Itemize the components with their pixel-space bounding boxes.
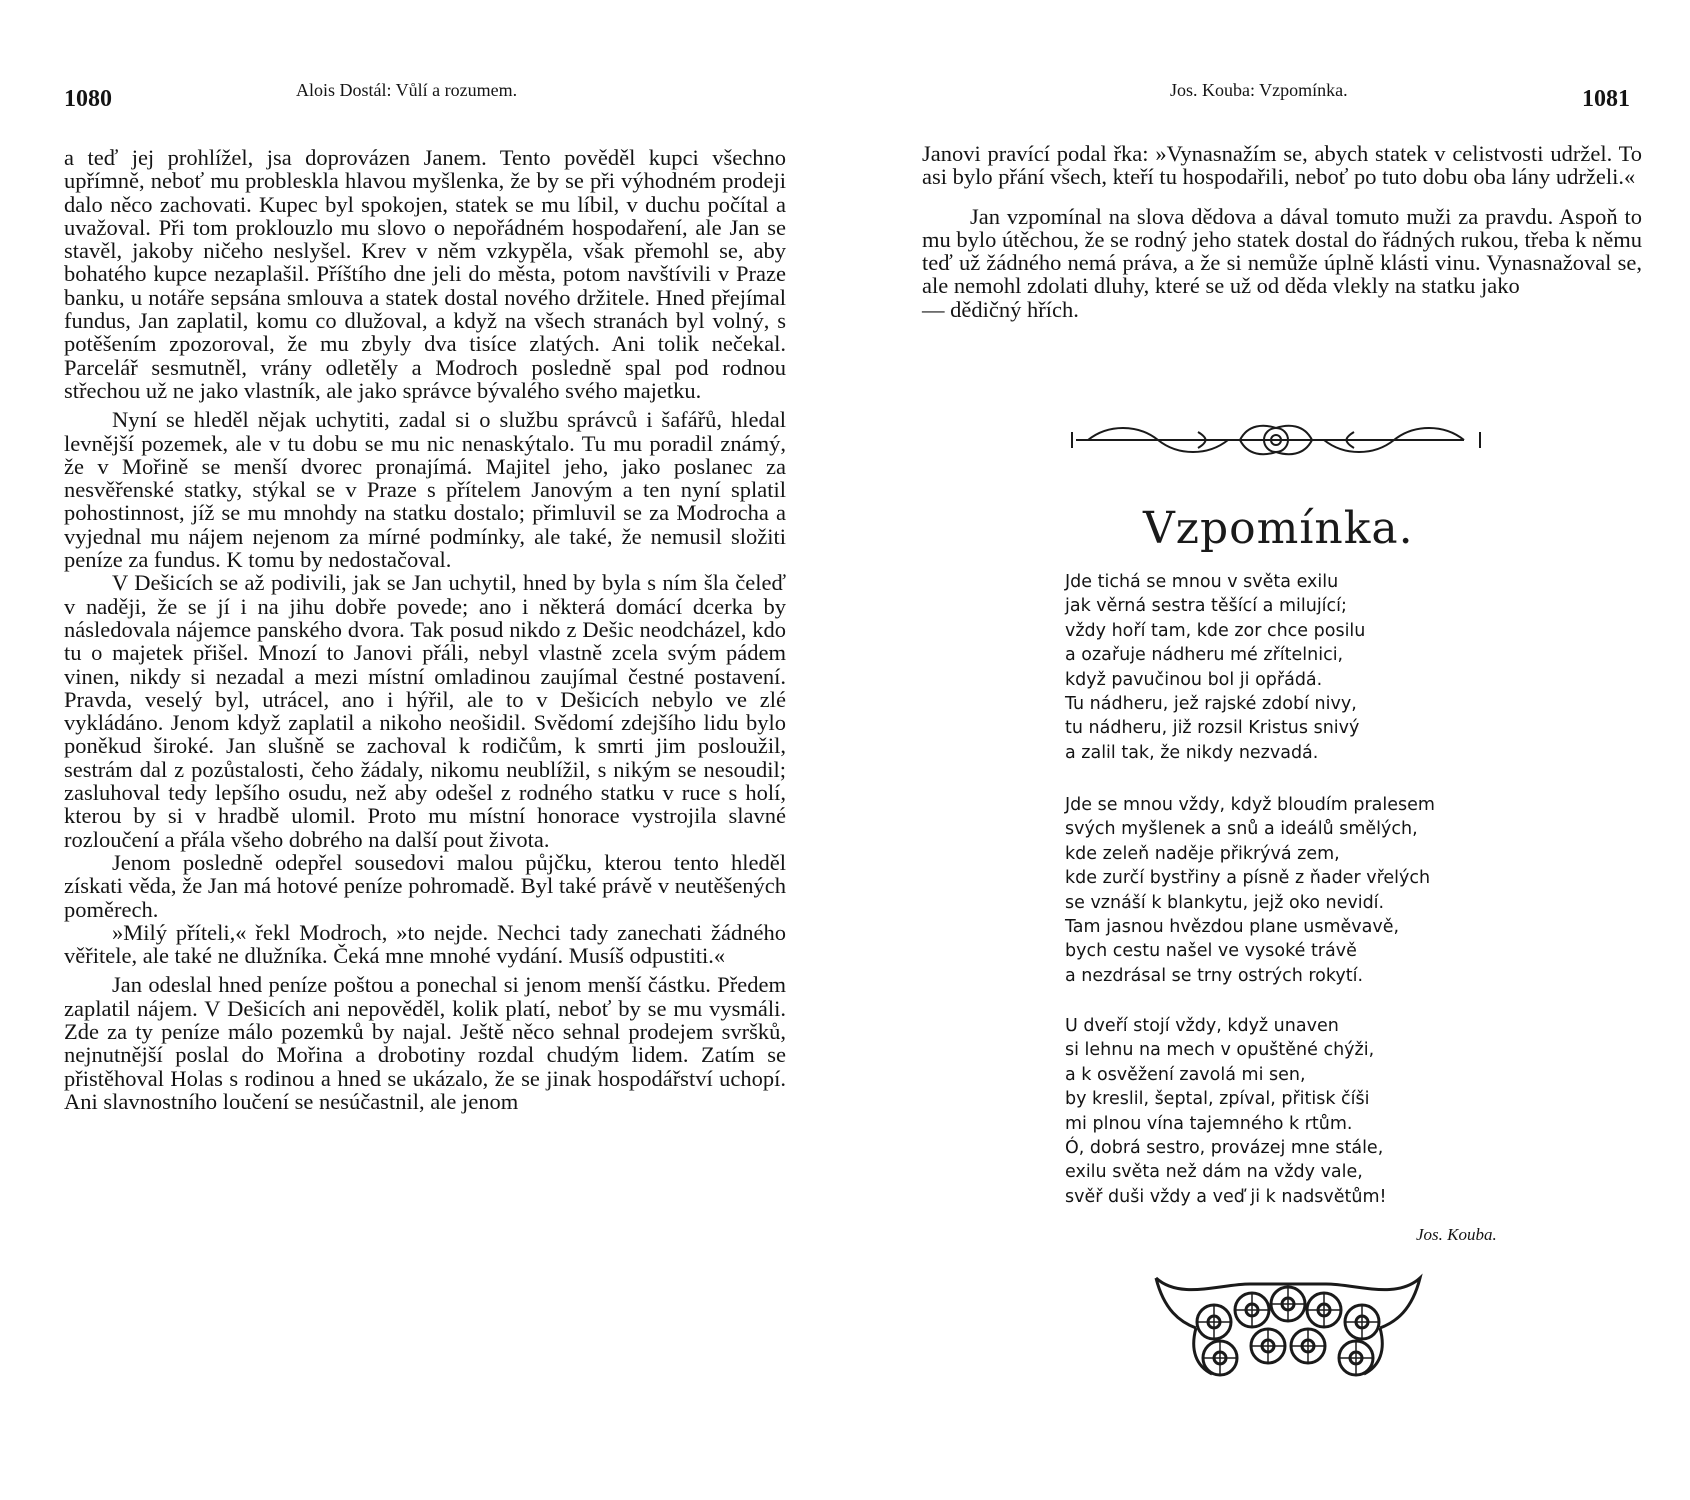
poem-line: svěř duši vždy a veď ji k nadsvětům! [1065,1186,1387,1207]
right-text-column [922,142,1642,321]
poem-line: Jde se mnou vždy, když bloudím pralesem [1065,795,1435,815]
paragraph: — dědičný hřích. [922,296,1079,322]
paragraph: Jenom posledně odepřel sousedovi malou půjčku, kterou tento hleděl získati věda, že Jan má hotové peníze pohromadě. Byl také právě v neutěšených poměrech. [64,849,786,922]
paragraph: Janovi pravící podal řka: »Vynasnažím se, abych statek v celistvosti udržel. To asi bylo přání všech, kteří tu hospodařili, neboť po tuto dobu oba lány udrželi.« [922,141,1642,190]
poem-line: kde zeleň naděje přikrývá zem, [1065,843,1340,864]
poem-line: U dveří stojí vždy, když unaven [1065,1016,1339,1036]
poem-line: vždy hoří tam, kde zor chce posilu [1065,620,1366,641]
poem-line: mi plnou vína tajemného k rtům. [1065,1113,1353,1134]
paragraph: »Milý příteli,« řekl Modroch, »to nejde. Nechci tady zanechati žádného věřitele, ale také ne dlužníka. Čeká mne mnohé vydání. Musíš odpustiti.« [64,919,786,969]
running-head-right: Jos. Kouba: Vzpomínka. [1170,80,1348,100]
poem-line: a nezdrásal se trny ostrých rokytí. [1065,965,1364,986]
poem-stanza-1 [1065,570,1365,765]
poem-line: jak věrná sestra těšící a milující; [1065,596,1347,617]
poem-line: Jde tichá se mnou v světa exilu [1065,572,1339,592]
paragraph: V Dešicích se až podivili, jak se Jan uchytil, hned by byla s ním šla čeleď v naději, že se jí i na jihu dobře povede; ano i některá domácí dcerka by následovala nájemce panského dvora. Tak posud nikdo z Dešic neodcházel, kdo tu o majetek přišel. Mnozí to Janovi přáli, nebyl vlastně zcela svým pádem vinen, nikdy si nezadal a mezi místní omladinou zaujímal čestné postavení. Pravda, veselý byl, utrácel, ano i hýřil, ale to v Dešicích nebylo ve zlé vykládáno. Jenom když zaplatil a nikoho neošidil. Svědomí zdejšího lidu bylo poněkud široké. Jan slušně se zachoval k rodičům, k smrti jim posloužil, sestrám dal z pozůstalosti, čeho žádaly, nikomu neublížil, s nikým se nesoudil; zasluhoval tedy lepšího osudu, než aby odešel z rodného statku v ruce s holí, kterou by si v hradbě ulomil. Proto mu místní honorace vystrojila slavné rozloučení a přála všeho dobrého na další pout života. [64,570,786,852]
poem-line: Ó, dobrá sestro, provázej mne stále, [1065,1138,1384,1159]
poem-title: Vzpomínka. [1143,503,1414,554]
poem-stanza-2 [1065,793,1435,988]
poem-line: by kreslil, šeptal, zpíval, přitisk číši [1065,1089,1370,1110]
poem-line: Tam jasnou hvězdou plane usměvavě, [1065,917,1400,938]
scroll-flourish-ornament-icon [1068,418,1484,462]
paragraph: Nyní se hleděl nějak uchytiti, zadal si o službu správců i šafářů, hledal levnější pozemek, ale v tu dobu se mu nic nenaskýtalo. Tu mu poradil známý, že v Mořině se menší dvorec pronajímá. Majitel jeho, jako poslanec za nesvěřenské statky, stýkal se v Praze s přítelem Janovým a ten nyní splatil pohostinnost, jíž se mu mnohdy na statku dostalo; přimluvil se za Modrocha a vyjednal mu nájem nejenom za mírné podmínky, ale také, že nemusil složiti peníze za fundus. K tomu by nedostačoval. [64,407,786,573]
poem-line: kde zurčí bystřiny a písně z ňader vřelých [1065,868,1431,889]
poem-signature: Jos. Kouba. [1416,1225,1497,1244]
poem-line: si lehnu na mech v opuštěné chýži, [1065,1040,1375,1061]
poem-line: Tu nádheru, jež rajské zdobí nivy, [1065,694,1357,715]
poem-line: tu nádheru, již rozsil Kristus snivý [1065,718,1360,739]
poem-line: když pavučinou bol ji opřádá. [1065,669,1323,690]
floral-tailpiece-vignette-icon [1150,1270,1426,1380]
left-text-column [64,146,786,1113]
paragraph: Jan odeslal hned peníze poštou a ponechal si jenom menší částku. Předem zaplatil nájem. V Dešicích ani nepověděl, kolik platí, neboť by se mu vysmáli. Zde za ty peníze málo pozemků by najal. Ještě něco sehnal prodejem svršků, nejnutnější poslal do Mořina a drobotiny rozdal chudým lidem. Zatím se přistěhoval Holas s rodinou a hned se ukázalo, že se jinak hospodářství uchopí. Ani slavnostního loučení se nesúčastnil, ale jenom [64,972,786,1114]
poem-stanza-3 [1065,1014,1387,1209]
page-number-right: 1081 [1582,86,1630,112]
poem-line: a ozařuje nádheru mé zřítelnici, [1065,645,1344,666]
poem-line: svých myšlenek a snů a ideálů smělých, [1065,819,1418,840]
paragraph: Jan vzpomínal na slova dědova a dával tomuto muži za pravdu. Aspoň to mu bylo útěchou, že se rodný jeho statek dostal do řádných rukou, třeba k němu teď už žádného nemá práva, a že si nemůže úplně klásti vinu. Vynasnažoval se, ale nemohl zdolati dluhy, které se už od děda vlekly na statku jako [922,203,1642,299]
poem-line: se vznáší k blankytu, jejž oko nevidí. [1065,892,1385,913]
running-head-left: Alois Dostál: Vůlí a rozumem. [296,80,518,100]
poem-line: exilu světa než dám na vždy vale, [1065,1162,1363,1183]
poem-line: a zalil tak, že nikdy nezvadá. [1065,742,1319,763]
poem-line: a k osvěžení zavolá mi sen, [1065,1064,1306,1085]
paragraph: a teď jej prohlížel, jsa doprovázen Janem. Tento pověděl kupci všechno upřímně, neboť mu probleskla hlavou myšlenka, že by se při výhodném prodeji dalo něco zachovati. Kupec byl spokojen, statek se mu líbil, v duchu počítal a uvažoval. Při tom proklouzlo mu slovo o nepořádném hospodaření, ale Jan se stavěl, jakoby ničeho neslyšel. Krev v něm vzkypěla, však přemohl se, aby bohatého kupce nezaplašil. Příštího dne jeli do města, potom navštívili v Praze banku, u notáře sepsána smlouva a statek dostal nového držitele. Hned přejímal fundus, Jan zaplatil, komu co dlužoval, a když na všech stranách byl volný, s potěšením zpozoroval, že mu zbyly dva tisíce zlatých. Ani tolik nečekal. Parcelář sesmutněl, vrány odletěly a Modroch posledně spal pod rodnou střechou už ne jako vlastník, ale jako správce bývalého svého majetku. [64,145,786,403]
page-number-left: 1080 [64,86,112,112]
poem-line: bych cestu našel ve vysoké trávě [1065,941,1357,962]
